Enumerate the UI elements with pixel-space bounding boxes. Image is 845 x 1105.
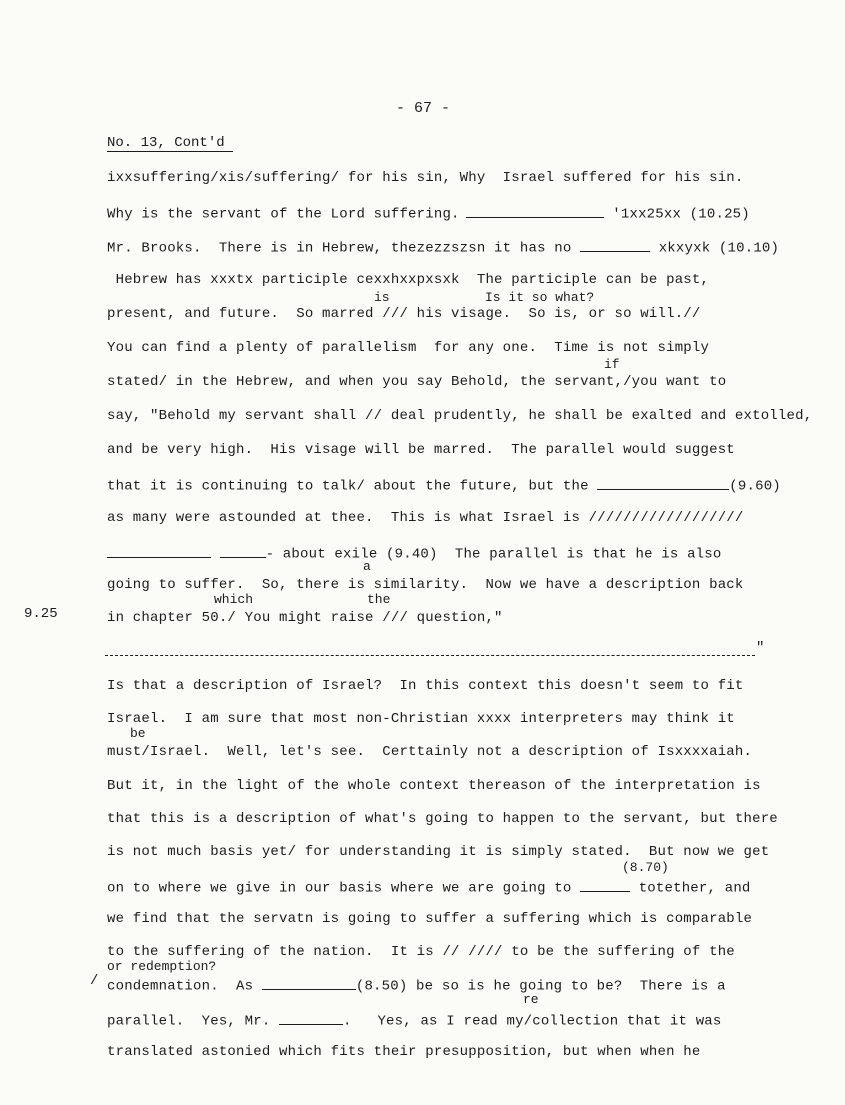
text-line: as many were astounded at thee. This is what Israel is ////////////////// bbox=[107, 510, 744, 526]
header-underline bbox=[107, 151, 233, 152]
text-line: that this is a description of what's going to happen to the servant, but there bbox=[107, 811, 778, 827]
insertion-be: be bbox=[130, 726, 146, 741]
text-line: Israel. I am sure that most non-Christian xxxx interpreters may think it bbox=[107, 711, 735, 727]
text-line: is not much basis yet/ for understanding it is simply stated. But now we get bbox=[107, 844, 770, 860]
insertion-is-it: Is it so what? bbox=[485, 290, 595, 305]
blank-underline bbox=[466, 204, 604, 218]
text-line: and be very high. His visage will be marred. The parallel would suggest bbox=[107, 442, 735, 458]
text-line: to the suffering of the nation. It is // //// to be the suffering of the bbox=[107, 944, 735, 960]
text-line: Is that a description of Israel? In this context this doesn't seem to fit bbox=[107, 678, 744, 694]
section-header: No. 13, Cont'd bbox=[107, 135, 225, 151]
insertion-is: is bbox=[374, 290, 390, 305]
insertion-if: if bbox=[604, 357, 620, 372]
text-line: You can find a plenty of parallelism for any one. Time is not simply bbox=[107, 340, 710, 356]
insertion-re: re bbox=[523, 992, 539, 1007]
blank-underline bbox=[597, 476, 729, 490]
text-line: ixxsuffering/xis/suffering/ for his sin, Why Israel suffered for his sin. bbox=[107, 170, 744, 186]
dashed-omission-line bbox=[105, 655, 755, 656]
text-line: But it, in the light of the whole context thereason of the interpretation is bbox=[107, 778, 761, 794]
blank-underline bbox=[107, 544, 211, 558]
insertion-a: a bbox=[363, 559, 371, 574]
text-line: condemnation. As (8.50) be so is he going to be? There is a bbox=[107, 976, 726, 995]
page-number: - 67 - bbox=[396, 100, 451, 117]
text-line: Hebrew has xxxtx participle cexxhxxpxsxk The participle can be past, bbox=[107, 272, 710, 288]
text-line: on to where we give in our basis where we are going to totether, and bbox=[107, 878, 751, 897]
insertion-870: (8.70) bbox=[622, 860, 669, 875]
blank-underline bbox=[279, 1011, 343, 1025]
insertion-or-redemption: or redemption? bbox=[107, 959, 217, 974]
text-line: Why is the servant of the Lord suffering. '1xx25xx (10.25) bbox=[107, 204, 750, 223]
text-line: present, and future. So marred /// his visage. So is, or so will.// bbox=[107, 306, 701, 322]
text-line: we find that the servatn is going to suffer a suffering which is comparable bbox=[107, 911, 753, 927]
blank-underline bbox=[262, 976, 356, 990]
text-line: going to suffer. So, there is similarity. Now we have a description back bbox=[107, 577, 744, 593]
blank-underline bbox=[580, 238, 650, 252]
insertion-which: which bbox=[214, 592, 254, 607]
text-line: say, "Behold my servant shall // deal prudently, he shall be exalted and extolled, bbox=[107, 408, 813, 424]
text-line: Mr. Brooks. There is in Hebrew, thezezzszsn it has no xkxyxk (10.10) bbox=[107, 238, 779, 257]
text-line: in chapter 50./ You might raise /// question," bbox=[107, 610, 503, 626]
close-quote: " bbox=[756, 640, 765, 656]
blank-underline bbox=[580, 878, 630, 892]
insertion-the: the bbox=[367, 592, 391, 607]
text-line: translated astonied which fits their presupposition, but when when he bbox=[107, 1044, 701, 1060]
blank-underline bbox=[220, 544, 266, 558]
text-line: that it is continuing to talk/ about the future, but the (9.60) bbox=[107, 476, 781, 495]
text-line: - about exile (9.40) The parallel is that he is also bbox=[107, 544, 721, 563]
margin-note: 9.25 bbox=[24, 606, 58, 622]
text-line: parallel. Yes, Mr. . Yes, as I read my/collection that it was bbox=[107, 1011, 722, 1030]
slash-mark: / bbox=[90, 973, 99, 989]
text-line: stated/ in the Hebrew, and when you say Behold, the servant,/you want to bbox=[107, 374, 727, 390]
text-line: must/Israel. Well, let's see. Certtainly not a description of Isxxxxaiah. bbox=[107, 744, 753, 760]
